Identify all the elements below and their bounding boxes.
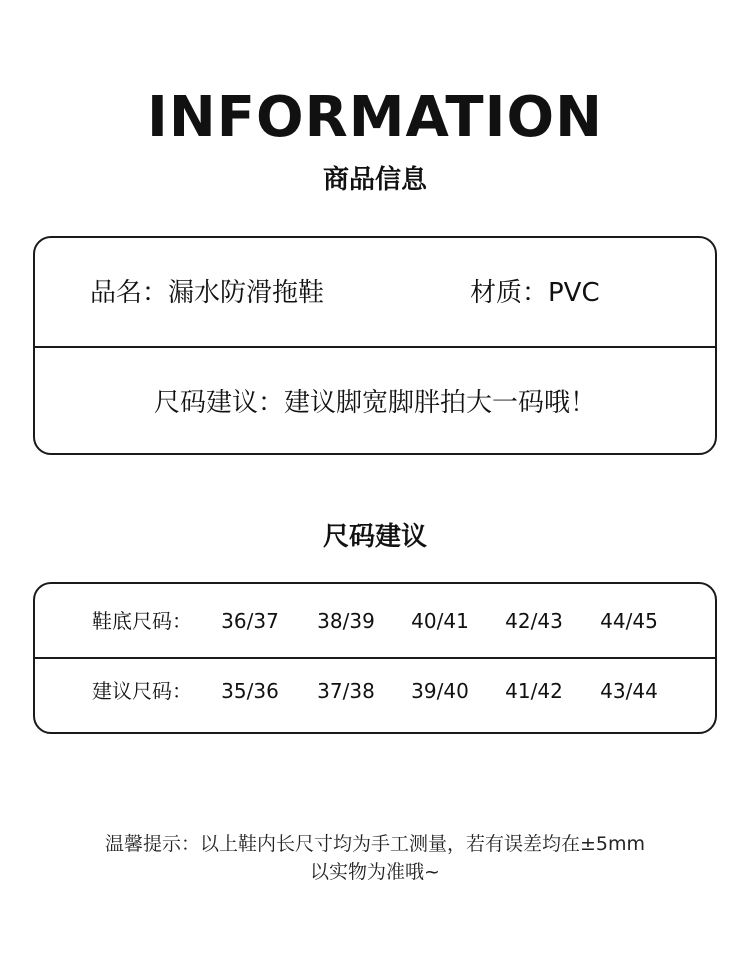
product-material: 材质：PVC bbox=[470, 278, 600, 308]
table-cell: 37/38 bbox=[317, 679, 375, 703]
table-cell: 44/45 bbox=[600, 609, 658, 633]
product-info-box bbox=[33, 236, 717, 455]
table-cell: 36/37 bbox=[221, 609, 279, 633]
footer-note-line1: 温馨提示：以上鞋内长尺寸均为手工测量，若有误差均在±5mm bbox=[104, 833, 646, 855]
table-cell: 40/41 bbox=[411, 609, 469, 633]
table-cell: 38/39 bbox=[317, 609, 375, 633]
size-advice-text: 尺码建议：建议脚宽脚胖拍大一码哦！ bbox=[153, 388, 596, 418]
table-row bbox=[35, 606, 715, 636]
table-cell: 39/40 bbox=[411, 679, 469, 703]
table-row bbox=[35, 676, 715, 706]
size-divider bbox=[35, 657, 715, 659]
section-subtitle-info: 商品信息 bbox=[322, 165, 427, 195]
row-label-suggested-size: 建议尺码： bbox=[92, 679, 192, 703]
size-table bbox=[33, 582, 717, 734]
table-cell: 41/42 bbox=[505, 679, 563, 703]
page-title: INFORMATION bbox=[147, 85, 603, 150]
product-name: 品名：漏水防滑拖鞋 bbox=[90, 278, 325, 308]
table-cell: 42/43 bbox=[505, 609, 563, 633]
section-subtitle-size: 尺码建议 bbox=[322, 522, 427, 552]
table-cell: 35/36 bbox=[221, 679, 279, 703]
row-label-sole-size: 鞋底尺码： bbox=[92, 609, 192, 633]
footer-note-line2: 以实物为准哦~ bbox=[310, 861, 440, 883]
table-cell: 43/44 bbox=[600, 679, 658, 703]
info-divider bbox=[35, 346, 715, 348]
